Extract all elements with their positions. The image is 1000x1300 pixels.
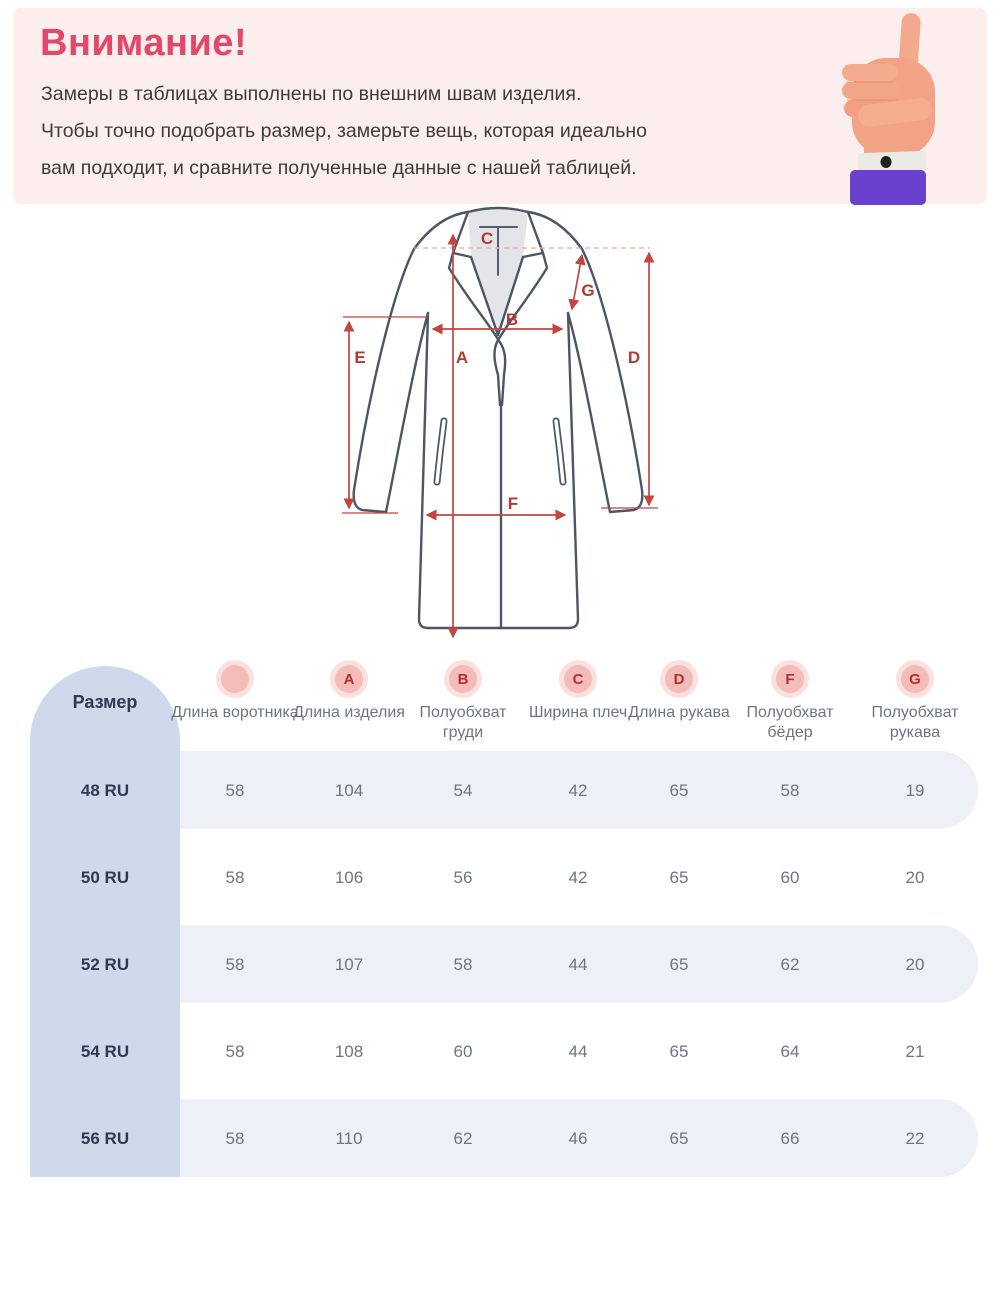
measure-badge (216, 660, 254, 698)
table-cell: 65 (669, 954, 689, 974)
measure-badge (896, 660, 934, 698)
table-cell: 20 (905, 954, 925, 974)
size-label: 50 RU (80, 867, 130, 887)
notice-text (41, 76, 647, 187)
measure-label-g: G (581, 281, 595, 300)
table-cell: 54 (453, 780, 473, 800)
table-cell: 58 (453, 954, 473, 974)
table-cell: 46 (568, 1128, 588, 1148)
measure-badge-letter: F (776, 665, 804, 693)
measure-badge-letter: D (665, 665, 693, 693)
size-label: 54 RU (80, 1041, 130, 1061)
size-column-header: Размер (72, 692, 138, 712)
table-cell: 58 (225, 780, 245, 800)
table-cell: 104 (334, 780, 364, 800)
column-header (850, 660, 980, 743)
measure-badge (559, 660, 597, 698)
column-label: Длина изделия (293, 704, 405, 721)
notice-line: Чтобы точно подобрать размер, замерьте вещь, которая идеально (41, 120, 647, 142)
table-cell: 65 (669, 867, 689, 887)
table-cell: 65 (669, 1041, 689, 1061)
measure-badge-letter: B (449, 665, 477, 693)
column-label: Длина рукава (628, 704, 730, 721)
table-cell: 106 (334, 867, 364, 887)
notice-line: Замеры в таблицах выполнены по внешним швам изделия. (41, 83, 582, 105)
table-cell: 60 (453, 1041, 473, 1061)
table-row (180, 834, 978, 921)
measure-badge-letter (221, 665, 249, 693)
table-cell: 62 (780, 954, 800, 974)
measure-label-e: E (354, 348, 366, 367)
table-cell: 58 (780, 780, 800, 800)
table-cell: 44 (568, 1041, 588, 1061)
measure-label-d: D (627, 348, 641, 367)
notice-title: Внимание! (40, 22, 248, 64)
measure-label-a: A (455, 348, 469, 367)
table-cell: 22 (905, 1128, 925, 1148)
table-cell: 65 (669, 780, 689, 800)
table-cell: 58 (225, 867, 245, 887)
table-cell: 64 (780, 1041, 800, 1061)
table-cell: 42 (568, 867, 588, 887)
size-label: 48 RU (80, 780, 130, 800)
column-label: Ширина плеч (528, 704, 628, 721)
table-cell: 65 (669, 1128, 689, 1148)
table-cell: 21 (905, 1041, 925, 1061)
table-cell: 19 (905, 780, 925, 800)
table-cell: 62 (453, 1128, 473, 1148)
table-cell: 44 (568, 954, 588, 974)
table-cell: 108 (334, 1041, 364, 1061)
measure-label-b: B (505, 310, 519, 329)
pointing-hand-icon (820, 0, 990, 205)
measure-badge-letter: A (335, 665, 363, 693)
column-header (725, 660, 855, 743)
column-label: Полуобхват бёдер (746, 704, 834, 741)
table-row (180, 1008, 978, 1095)
measure-badge-letter: G (901, 665, 929, 693)
column-header (170, 660, 300, 723)
measure-badge (330, 660, 368, 698)
table-row (180, 1095, 978, 1182)
measure-label-f: F (507, 494, 519, 513)
coat-measurement-diagram (320, 195, 680, 665)
measure-badge-letter: C (564, 665, 592, 693)
table-cell: 110 (335, 1128, 363, 1148)
measure-badge (771, 660, 809, 698)
table-cell: 58 (225, 954, 245, 974)
column-label: Полуобхват груди (419, 704, 507, 741)
table-cell: 58 (225, 1041, 245, 1061)
size-label: 52 RU (80, 954, 130, 974)
table-cell: 107 (334, 954, 364, 974)
table-cell: 42 (568, 780, 588, 800)
table-cell: 56 (453, 867, 473, 887)
measure-badge (444, 660, 482, 698)
table-row (180, 747, 978, 834)
measure-label-c: C (480, 229, 494, 248)
column-label: Длина воротника (171, 704, 299, 721)
table-cell: 20 (905, 867, 925, 887)
table-row (180, 921, 978, 1008)
notice-line: вам подходит, и сравните полученные данные с нашей таблицей. (41, 157, 637, 179)
table-cell: 58 (225, 1128, 245, 1148)
table-cell: 66 (780, 1128, 800, 1148)
table-body (180, 747, 978, 1180)
column-header (284, 660, 414, 723)
size-label: 56 RU (80, 1128, 130, 1148)
column-label: Полуобхват рукава (871, 704, 959, 741)
measure-badge (660, 660, 698, 698)
size-column (30, 666, 180, 1177)
table-cell: 60 (780, 867, 800, 887)
column-header (398, 660, 528, 743)
